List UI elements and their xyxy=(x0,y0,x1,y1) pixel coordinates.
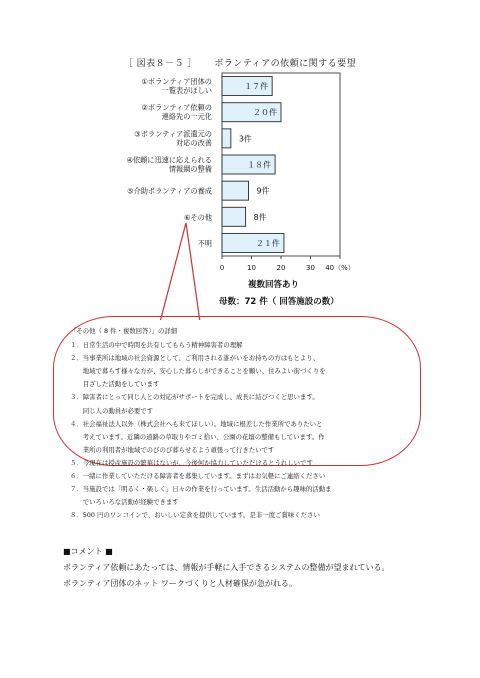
bar xyxy=(222,129,231,148)
category-label: ④依頼に迅速に応えられる xyxy=(126,155,212,165)
callout-pointer xyxy=(160,223,200,320)
details-item: ２．当事業所は地域の社会資源として、ご利用される誰がいをお持ちの方はもとより、 xyxy=(70,354,320,363)
category-label: 連絡先の一元化 xyxy=(161,112,212,122)
details-item: 地域で暮らす様々な方が、安心した暮らしができることを願い、住みよい街づくりを xyxy=(70,367,326,376)
details-item: ３．障害者にとって同じ人との対応がサポートを完成し、成長に結びつくと思います。 xyxy=(70,393,319,402)
comment-line-2: ボランティア団体のネット ワークづくりと人材確保が急がれる。 xyxy=(63,579,297,588)
comment-heading: ■コメント ■ xyxy=(63,547,113,556)
bar-chart xyxy=(0,0,480,320)
category-label: 不明 xyxy=(197,238,212,248)
category-label: ①ボランティア団体の xyxy=(141,77,212,87)
category-label: 一覧表がほしい xyxy=(161,86,212,96)
other-details xyxy=(70,325,420,522)
figure-number: ［ 図表８－５ ］ xyxy=(123,59,198,69)
details-title: 「その他（ 8 件・複数回答）」の詳細 xyxy=(70,327,178,335)
category-label: ②ボランティア依頼の xyxy=(141,103,212,113)
details-item: 目ざした活動をしています xyxy=(70,380,160,389)
x-tick-label: 0 xyxy=(219,264,225,272)
bar-value-label: １７件 xyxy=(244,82,269,92)
comment-line-1: ボランティア依頼にあたっては、情報が手軽に入手できるシステムの整備が望まれている。 xyxy=(63,563,390,572)
bar-value-label: ２１件 xyxy=(255,238,280,248)
x-tick-label: 20 xyxy=(276,264,286,272)
x-tick-label: 30 xyxy=(306,264,315,272)
bar xyxy=(222,181,249,200)
bar-value-label: １８件 xyxy=(247,160,272,170)
details-item: ６．一緒に作業していただける障害者を募集しています。まずはお気軽にご連絡ください xyxy=(70,472,326,481)
category-label: 対応の改善 xyxy=(176,138,212,148)
bar-value-label: 8件 xyxy=(253,212,267,222)
category-label: 情報網の整備 xyxy=(168,164,212,174)
figure-title: ボランティアの依頼に関する要望 xyxy=(214,59,357,69)
bar-value-label: ２０件 xyxy=(253,108,277,118)
details-item: ４．社会福祉法人以外（株式会社へも来てほしい）。地域に根差した作業所でありたいと xyxy=(70,419,323,428)
category-label: ③ボランティア派遣元の xyxy=(134,129,212,139)
details-item: ５．今現在は授産施設の繁華はないが、今後何か協力していただけるとうれしいです xyxy=(70,458,313,467)
sample-size-note: 母数：72 件（ 回答施設の数） xyxy=(219,297,339,307)
details-item: 業所の利用者が地域でのびのび暮らせるよう頑張って行きたいです xyxy=(70,445,275,454)
x-axis-title: 複数回答あり xyxy=(248,280,300,290)
details-item: １．日常生活の中で時間を共有してもらう精神障害者の理解 xyxy=(70,341,243,350)
bar-value-label: 3件 xyxy=(238,134,252,144)
details-item: でいろいろな活動が経験できます xyxy=(70,498,179,507)
bar-value-label: 9件 xyxy=(256,186,270,196)
details-item: 考えています。近隣の道路の草取りやゴミ拾い、公園の花壇の整備もしています。作 xyxy=(70,432,325,441)
category-label: ⑤介助ボランティアの養成 xyxy=(127,186,212,196)
category-label: ⑥その他 xyxy=(183,212,212,222)
details-item: ７．当施設では「明るく・楽しく」日々の作業を行っています。生活活動から趣味的活動ま xyxy=(70,485,332,494)
details-item: 同じ人の動員が必要です xyxy=(70,406,154,415)
x-tick-label: 10 xyxy=(247,264,256,272)
x-tick-label: 40（%） xyxy=(325,264,355,272)
bar xyxy=(222,207,246,226)
details-item: ８．500 円のワンコインで、おいしい定食を提供しています。是非一度ご賞味ください xyxy=(70,511,320,520)
details-list xyxy=(70,339,420,522)
